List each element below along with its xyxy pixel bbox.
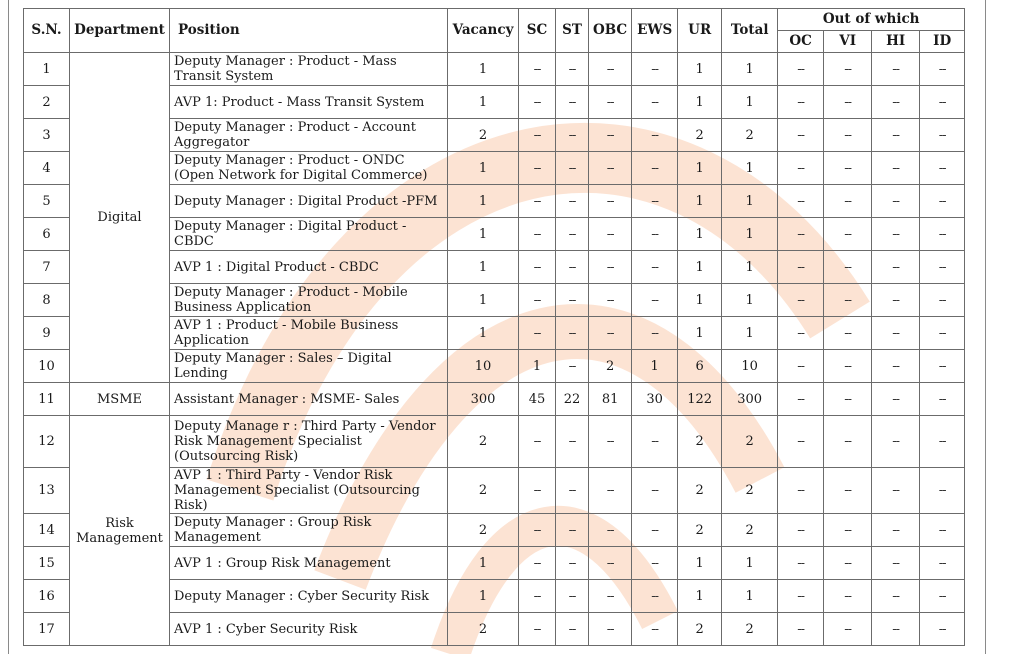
- cell-oc: --: [778, 547, 824, 580]
- cell-ews: --: [632, 53, 678, 86]
- header-obc: OBC: [589, 9, 632, 53]
- header-department: Department: [70, 9, 170, 53]
- cell-sc: --: [519, 468, 556, 514]
- cell-st: --: [556, 514, 589, 547]
- cell-sc: --: [519, 152, 556, 185]
- cell-hi: --: [872, 416, 920, 468]
- cell-vi: --: [824, 416, 872, 468]
- cell-ur: 1: [678, 152, 722, 185]
- cell-ews: 1: [632, 350, 678, 383]
- cell-id: --: [920, 416, 965, 468]
- cell-ur: 1: [678, 580, 722, 613]
- cell-total: 1: [722, 86, 778, 119]
- cell-total: 1: [722, 317, 778, 350]
- cell-position: Deputy Manager : Digital Product -PFM: [170, 185, 448, 218]
- cell-ur: 1: [678, 53, 722, 86]
- cell-total: 2: [722, 514, 778, 547]
- cell-position: AVP 1 : Digital Product - CBDC: [170, 251, 448, 284]
- cell-hi: --: [872, 218, 920, 251]
- cell-vacancy: 2: [448, 613, 519, 646]
- cell-hi: --: [872, 613, 920, 646]
- cell-sn: 14: [24, 514, 70, 547]
- cell-oc: --: [778, 86, 824, 119]
- cell-sc: --: [519, 580, 556, 613]
- cell-position: AVP 1 : Product - Mobile Business Application: [170, 317, 448, 350]
- cell-position: Deputy Manager : Product - Mobile Business Application: [170, 284, 448, 317]
- cell-oc: --: [778, 284, 824, 317]
- cell-total: 2: [722, 416, 778, 468]
- cell-hi: --: [872, 86, 920, 119]
- cell-sc: --: [519, 284, 556, 317]
- cell-total: 300: [722, 383, 778, 416]
- cell-oc: --: [778, 152, 824, 185]
- cell-st: --: [556, 613, 589, 646]
- header-id: ID: [920, 31, 965, 53]
- cell-obc: --: [589, 86, 632, 119]
- cell-id: --: [920, 251, 965, 284]
- cell-ews: --: [632, 580, 678, 613]
- cell-total: 2: [722, 468, 778, 514]
- cell-obc: --: [589, 580, 632, 613]
- cell-sn: 3: [24, 119, 70, 152]
- header-sc: SC: [519, 9, 556, 53]
- cell-vi: --: [824, 547, 872, 580]
- cell-position: Deputy Manager : Product - Account Aggregator: [170, 119, 448, 152]
- cell-oc: --: [778, 383, 824, 416]
- cell-position: Deputy Manager : Digital Product - CBDC: [170, 218, 448, 251]
- cell-position: Deputy Manager : Sales – Digital Lending: [170, 350, 448, 383]
- cell-ur: 1: [678, 185, 722, 218]
- cell-position: AVP 1 : Cyber Security Risk: [170, 613, 448, 646]
- cell-total: 1: [722, 218, 778, 251]
- cell-obc: --: [589, 468, 632, 514]
- cell-vacancy: 1: [448, 152, 519, 185]
- cell-id: --: [920, 547, 965, 580]
- cell-sn: 4: [24, 152, 70, 185]
- cell-st: --: [556, 284, 589, 317]
- cell-id: --: [920, 468, 965, 514]
- cell-ews: --: [632, 547, 678, 580]
- cell-vi: --: [824, 251, 872, 284]
- cell-obc: --: [589, 416, 632, 468]
- cell-obc: --: [589, 218, 632, 251]
- cell-obc: --: [589, 152, 632, 185]
- cell-id: --: [920, 152, 965, 185]
- cell-total: 1: [722, 53, 778, 86]
- cell-id: --: [920, 284, 965, 317]
- cell-oc: --: [778, 580, 824, 613]
- cell-vi: --: [824, 514, 872, 547]
- cell-hi: --: [872, 152, 920, 185]
- department-digital: Digital: [70, 53, 170, 383]
- cell-oc: --: [778, 468, 824, 514]
- department-msme: MSME: [70, 383, 170, 416]
- cell-sn: 6: [24, 218, 70, 251]
- cell-st: --: [556, 53, 589, 86]
- cell-vacancy: 1: [448, 284, 519, 317]
- cell-vacancy: 2: [448, 468, 519, 514]
- cell-ews: --: [632, 119, 678, 152]
- cell-vi: --: [824, 613, 872, 646]
- cell-sn: 10: [24, 350, 70, 383]
- cell-hi: --: [872, 580, 920, 613]
- cell-total: 1: [722, 251, 778, 284]
- cell-st: --: [556, 416, 589, 468]
- cell-sn: 5: [24, 185, 70, 218]
- cell-st: --: [556, 86, 589, 119]
- cell-st: 22: [556, 383, 589, 416]
- cell-total: 1: [722, 284, 778, 317]
- cell-st: --: [556, 468, 589, 514]
- cell-obc: --: [589, 317, 632, 350]
- cell-sn: 15: [24, 547, 70, 580]
- cell-hi: --: [872, 383, 920, 416]
- cell-ur: 1: [678, 218, 722, 251]
- cell-sc: --: [519, 416, 556, 468]
- cell-ur: 2: [678, 514, 722, 547]
- cell-ur: 1: [678, 251, 722, 284]
- cell-id: --: [920, 86, 965, 119]
- cell-sc: 45: [519, 383, 556, 416]
- page-right-border: [985, 0, 986, 654]
- cell-id: --: [920, 580, 965, 613]
- cell-ews: --: [632, 152, 678, 185]
- cell-sn: 12: [24, 416, 70, 468]
- cell-obc: --: [589, 547, 632, 580]
- cell-sc: --: [519, 317, 556, 350]
- cell-ur: 2: [678, 613, 722, 646]
- cell-ews: 30: [632, 383, 678, 416]
- cell-sc: 1: [519, 350, 556, 383]
- cell-sc: --: [519, 514, 556, 547]
- cell-sc: --: [519, 547, 556, 580]
- cell-ur: 1: [678, 547, 722, 580]
- header-vacancy: Vacancy: [448, 9, 519, 53]
- cell-ur: 6: [678, 350, 722, 383]
- cell-id: --: [920, 317, 965, 350]
- cell-total: 1: [722, 152, 778, 185]
- table-row: [24, 416, 965, 468]
- cell-sc: --: [519, 86, 556, 119]
- cell-total: 1: [722, 580, 778, 613]
- cell-st: --: [556, 152, 589, 185]
- cell-total: 1: [722, 547, 778, 580]
- cell-hi: --: [872, 185, 920, 218]
- cell-vi: --: [824, 119, 872, 152]
- cell-id: --: [920, 185, 965, 218]
- cell-st: --: [556, 119, 589, 152]
- cell-hi: --: [872, 350, 920, 383]
- cell-id: --: [920, 350, 965, 383]
- cell-vi: --: [824, 152, 872, 185]
- cell-hi: --: [872, 119, 920, 152]
- cell-oc: --: [778, 53, 824, 86]
- cell-obc: --: [589, 185, 632, 218]
- cell-vi: --: [824, 86, 872, 119]
- cell-vacancy: 2: [448, 416, 519, 468]
- cell-vacancy: 1: [448, 317, 519, 350]
- cell-st: --: [556, 580, 589, 613]
- cell-ur: 2: [678, 119, 722, 152]
- cell-st: --: [556, 185, 589, 218]
- cell-vi: --: [824, 317, 872, 350]
- header-vi: VI: [824, 31, 872, 53]
- header-out-of-which: Out of which: [778, 9, 965, 31]
- cell-id: --: [920, 119, 965, 152]
- cell-oc: --: [778, 251, 824, 284]
- cell-vacancy: 1: [448, 53, 519, 86]
- cell-vi: --: [824, 350, 872, 383]
- cell-obc: 2: [589, 350, 632, 383]
- cell-id: --: [920, 514, 965, 547]
- cell-vi: --: [824, 218, 872, 251]
- cell-obc: --: [589, 514, 632, 547]
- cell-st: --: [556, 317, 589, 350]
- cell-vacancy: 2: [448, 514, 519, 547]
- cell-ews: --: [632, 468, 678, 514]
- cell-position: Deputy Manage r : Third Party - Vendor Risk Management Specialist (Outsourcing Risk): [170, 416, 448, 468]
- cell-vi: --: [824, 468, 872, 514]
- cell-oc: --: [778, 416, 824, 468]
- cell-hi: --: [872, 468, 920, 514]
- cell-st: --: [556, 251, 589, 284]
- cell-total: 2: [722, 613, 778, 646]
- cell-oc: --: [778, 350, 824, 383]
- cell-vi: --: [824, 185, 872, 218]
- cell-ur: 1: [678, 284, 722, 317]
- cell-ews: --: [632, 251, 678, 284]
- cell-obc: --: [589, 613, 632, 646]
- cell-sn: 16: [24, 580, 70, 613]
- cell-sc: --: [519, 119, 556, 152]
- cell-position: AVP 1 : Third Party - Vendor Risk Management Specialist (Outsourcing Risk): [170, 468, 448, 514]
- cell-sc: --: [519, 251, 556, 284]
- cell-id: --: [920, 613, 965, 646]
- cell-ur: 2: [678, 468, 722, 514]
- cell-oc: --: [778, 613, 824, 646]
- cell-oc: --: [778, 185, 824, 218]
- cell-ews: --: [632, 514, 678, 547]
- cell-sc: --: [519, 185, 556, 218]
- cell-hi: --: [872, 514, 920, 547]
- cell-id: --: [920, 383, 965, 416]
- header-hi: HI: [872, 31, 920, 53]
- cell-ews: --: [632, 86, 678, 119]
- cell-sc: --: [519, 613, 556, 646]
- table-row: [24, 383, 965, 416]
- cell-vacancy: 1: [448, 86, 519, 119]
- cell-vacancy: 1: [448, 547, 519, 580]
- cell-hi: --: [872, 251, 920, 284]
- cell-position: Deputy Manager : Product - ONDC (Open Network for Digital Commerce): [170, 152, 448, 185]
- cell-position: Deputy Manager : Product - Mass Transit System: [170, 53, 448, 86]
- cell-vi: --: [824, 284, 872, 317]
- page-left-border: [8, 0, 9, 654]
- vacancy-table: [23, 8, 965, 646]
- cell-ews: --: [632, 185, 678, 218]
- cell-vacancy: 10: [448, 350, 519, 383]
- cell-vi: --: [824, 383, 872, 416]
- cell-sn: 11: [24, 383, 70, 416]
- cell-hi: --: [872, 547, 920, 580]
- cell-total: 1: [722, 185, 778, 218]
- cell-oc: --: [778, 119, 824, 152]
- cell-ews: --: [632, 416, 678, 468]
- cell-hi: --: [872, 53, 920, 86]
- cell-ur: 122: [678, 383, 722, 416]
- header-st: ST: [556, 9, 589, 53]
- cell-oc: --: [778, 514, 824, 547]
- cell-sc: --: [519, 53, 556, 86]
- cell-vi: --: [824, 580, 872, 613]
- cell-position: Deputy Manager : Group Risk Management: [170, 514, 448, 547]
- cell-total: 10: [722, 350, 778, 383]
- cell-ur: 1: [678, 317, 722, 350]
- cell-vacancy: 300: [448, 383, 519, 416]
- header-sn: S.N.: [24, 9, 70, 53]
- table-row: [24, 53, 965, 86]
- cell-sn: 1: [24, 53, 70, 86]
- cell-obc: --: [589, 119, 632, 152]
- cell-obc: --: [589, 251, 632, 284]
- cell-sc: --: [519, 218, 556, 251]
- header-total: Total: [722, 9, 778, 53]
- cell-id: --: [920, 218, 965, 251]
- cell-sn: 7: [24, 251, 70, 284]
- cell-oc: --: [778, 218, 824, 251]
- cell-vacancy: 2: [448, 119, 519, 152]
- cell-obc: --: [589, 284, 632, 317]
- cell-sn: 9: [24, 317, 70, 350]
- cell-st: --: [556, 218, 589, 251]
- cell-vacancy: 1: [448, 580, 519, 613]
- cell-ur: 1: [678, 86, 722, 119]
- cell-ews: --: [632, 613, 678, 646]
- cell-hi: --: [872, 284, 920, 317]
- cell-sn: 17: [24, 613, 70, 646]
- cell-st: --: [556, 547, 589, 580]
- cell-sn: 8: [24, 284, 70, 317]
- cell-position: Deputy Manager : Cyber Security Risk: [170, 580, 448, 613]
- header-oc: OC: [778, 31, 824, 53]
- cell-vacancy: 1: [448, 185, 519, 218]
- cell-st: --: [556, 350, 589, 383]
- header-position: Position: [170, 9, 448, 53]
- department-risk-management: Risk Management: [70, 416, 170, 646]
- cell-id: --: [920, 53, 965, 86]
- cell-position: Assistant Manager : MSME- Sales: [170, 383, 448, 416]
- cell-oc: --: [778, 317, 824, 350]
- cell-total: 2: [722, 119, 778, 152]
- cell-sn: 13: [24, 468, 70, 514]
- cell-sn: 2: [24, 86, 70, 119]
- cell-ews: --: [632, 284, 678, 317]
- cell-vacancy: 1: [448, 218, 519, 251]
- cell-ews: --: [632, 317, 678, 350]
- cell-vi: --: [824, 53, 872, 86]
- cell-vacancy: 1: [448, 251, 519, 284]
- cell-ews: --: [632, 218, 678, 251]
- cell-ur: 2: [678, 416, 722, 468]
- cell-position: AVP 1: Product - Mass Transit System: [170, 86, 448, 119]
- cell-hi: --: [872, 317, 920, 350]
- header-ur: UR: [678, 9, 722, 53]
- cell-obc: 81: [589, 383, 632, 416]
- cell-obc: --: [589, 53, 632, 86]
- cell-position: AVP 1 : Group Risk Management: [170, 547, 448, 580]
- header-ews: EWS: [632, 9, 678, 53]
